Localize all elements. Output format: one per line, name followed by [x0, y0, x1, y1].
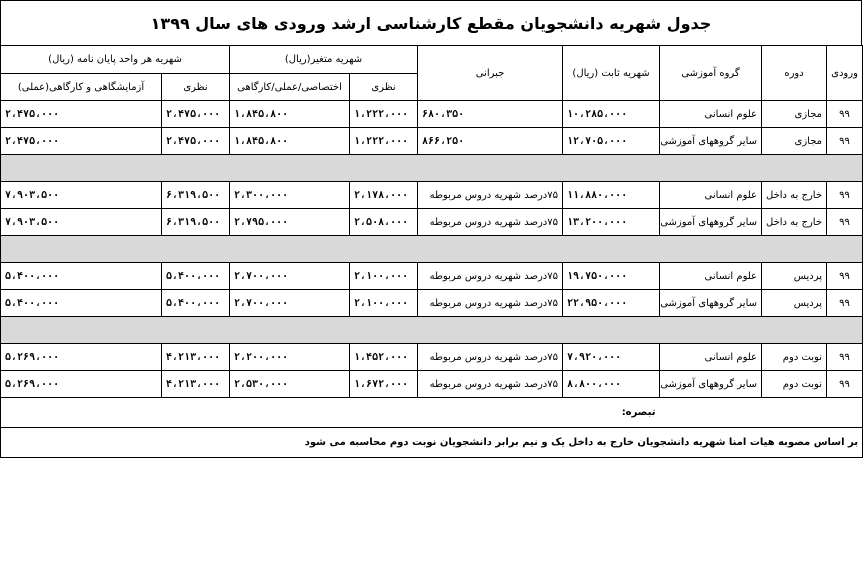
table-row: [1, 263, 863, 290]
remark-row: [1, 428, 863, 458]
course-cell: نوبت دوم: [762, 344, 827, 371]
compensatory-cell: ۷۵درصد شهریه دروس مربوطه: [418, 209, 563, 236]
table-row: [1, 209, 863, 236]
course-cell: مجازی: [762, 101, 827, 128]
header-variable-theory: نظری: [350, 74, 418, 101]
course-cell: خارج به داخل: [762, 182, 827, 209]
thesis-theory-cell: ۲،۴۷۵،۰۰۰: [162, 101, 230, 128]
thesis-theory-cell: ۵،۴۰۰،۰۰۰: [162, 263, 230, 290]
table-row: [1, 290, 863, 317]
thesis-lab-cell: ۵،۲۶۹،۰۰۰: [1, 344, 162, 371]
separator-cell: [1, 317, 863, 344]
table-row: [1, 101, 863, 128]
course-cell: نوبت دوم: [762, 371, 827, 398]
header-compensatory: جبرانی: [418, 46, 563, 101]
compensatory-cell: ۷۵درصد شهریه دروس مربوطه: [418, 290, 563, 317]
group-cell: سایر گروههای آموزشی: [660, 209, 762, 236]
header-fixed: شهریه ثابت (ریال): [563, 46, 660, 101]
group-cell: علوم انسانی: [660, 263, 762, 290]
variable-special-cell: ۱،۸۴۵،۸۰۰: [230, 101, 350, 128]
variable-special-cell: ۲،۷۰۰،۰۰۰: [230, 263, 350, 290]
fixed-cell: ۱۹،۷۵۰،۰۰۰: [563, 263, 660, 290]
thesis-lab-cell: ۲،۴۷۵،۰۰۰: [1, 128, 162, 155]
compensatory-cell: ۷۵درصد شهریه دروس مربوطه: [418, 344, 563, 371]
variable-theory-cell: ۲،۱۰۰،۰۰۰: [350, 263, 418, 290]
entry-cell: ۹۹: [827, 128, 863, 155]
compensatory-cell: ۸۶۶،۲۵۰: [418, 128, 563, 155]
fixed-cell: ۱۲،۷۰۵،۰۰۰: [563, 128, 660, 155]
group-cell: علوم انسانی: [660, 344, 762, 371]
note-label-cell: [660, 398, 863, 428]
course-cell: پردیس: [762, 290, 827, 317]
variable-theory-cell: ۲،۵۰۸،۰۰۰: [350, 209, 418, 236]
thesis-theory-cell: ۶،۳۱۹،۵۰۰: [162, 182, 230, 209]
variable-special-cell: ۲،۲۰۰،۰۰۰: [230, 344, 350, 371]
thesis-lab-cell: ۷،۹۰۳،۵۰۰: [1, 209, 162, 236]
compensatory-cell: ۷۵درصد شهریه دروس مربوطه: [418, 263, 563, 290]
header-variable-special: اختصاصی/عملی/کارگاهی: [230, 74, 350, 101]
thesis-lab-cell: ۵،۲۶۹،۰۰۰: [1, 371, 162, 398]
table-row: [1, 182, 863, 209]
entry-cell: ۹۹: [827, 101, 863, 128]
header-group: گروه آموزشی: [660, 46, 762, 101]
thesis-lab-cell: ۵،۴۰۰،۰۰۰: [1, 263, 162, 290]
compensatory-cell: ۶۸۰،۳۵۰: [418, 101, 563, 128]
table-row: [1, 344, 863, 371]
table-row: [1, 371, 863, 398]
thesis-theory-cell: ۵،۴۰۰،۰۰۰: [162, 290, 230, 317]
thesis-theory-cell: ۴،۲۱۳،۰۰۰: [162, 344, 230, 371]
page-title: جدول شهریه دانشجویان مقطع کارشناسی ارشد ورودی های سال ۱۳۹۹: [150, 13, 712, 33]
entry-cell: ۹۹: [827, 263, 863, 290]
variable-theory-cell: ۲،۱۰۰،۰۰۰: [350, 290, 418, 317]
variable-theory-cell: ۱،۲۲۲،۰۰۰: [350, 128, 418, 155]
tuition-table: [0, 45, 863, 458]
header-row-1: [1, 46, 863, 74]
separator-row: [1, 236, 863, 263]
variable-special-cell: ۲،۷۹۵،۰۰۰: [230, 209, 350, 236]
thesis-theory-cell: ۲،۴۷۵،۰۰۰: [162, 128, 230, 155]
thesis-theory-cell: ۴،۲۱۳،۰۰۰: [162, 371, 230, 398]
variable-theory-cell: ۱،۴۵۲،۰۰۰: [350, 344, 418, 371]
separator-row: [1, 155, 863, 182]
variable-special-cell: ۲،۳۰۰،۰۰۰: [230, 182, 350, 209]
header-variable: شهریه متغیر(ریال): [230, 46, 418, 74]
thesis-theory-cell: ۶،۳۱۹،۵۰۰: [162, 209, 230, 236]
entry-cell: ۹۹: [827, 344, 863, 371]
fixed-cell: ۱۱،۸۸۰،۰۰۰: [563, 182, 660, 209]
group-cell: سایر گروههای آموزشی: [660, 290, 762, 317]
fixed-cell: ۱۰،۲۸۵،۰۰۰: [563, 101, 660, 128]
entry-cell: ۹۹: [827, 290, 863, 317]
compensatory-cell: ۷۵درصد شهریه دروس مربوطه: [418, 182, 563, 209]
thesis-lab-cell: ۲،۴۷۵،۰۰۰: [1, 101, 162, 128]
course-cell: پردیس: [762, 263, 827, 290]
note-row: [1, 398, 863, 428]
compensatory-cell: ۷۵درصد شهریه دروس مربوطه: [418, 371, 563, 398]
entry-cell: ۹۹: [827, 209, 863, 236]
fixed-cell: ۸،۸۰۰،۰۰۰: [563, 371, 660, 398]
variable-theory-cell: ۱،۶۷۲،۰۰۰: [350, 371, 418, 398]
table-row: [1, 128, 863, 155]
title-row: [0, 0, 862, 45]
thesis-lab-cell: ۷،۹۰۳،۵۰۰: [1, 182, 162, 209]
remark-text: بر اساس مصوبه هیات امنا شهریه دانشجویان خارج به داخل یک و نیم برابر دانشجویان نوبت دوم محاسبه می شود: [1, 428, 863, 458]
course-cell: خارج به داخل: [762, 209, 827, 236]
fixed-cell: ۷،۹۲۰،۰۰۰: [563, 344, 660, 371]
separator-cell: [1, 236, 863, 263]
group-cell: سایر گروههای آموزشی: [660, 128, 762, 155]
variable-special-cell: ۱،۸۴۵،۸۰۰: [230, 128, 350, 155]
course-cell: مجازی: [762, 128, 827, 155]
header-thesis: شهریه هر واحد پایان نامه (ریال): [1, 46, 230, 74]
entry-cell: ۹۹: [827, 371, 863, 398]
thesis-lab-cell: ۵،۴۰۰،۰۰۰: [1, 290, 162, 317]
variable-special-cell: ۲،۵۳۰،۰۰۰: [230, 371, 350, 398]
note-label: تبصره:: [1, 398, 660, 428]
header-thesis-theory: نظری: [162, 74, 230, 101]
header-thesis-lab: آزمایشگاهی و کارگاهی(عملی): [1, 74, 162, 101]
header-course: دوره: [762, 46, 827, 101]
variable-theory-cell: ۱،۲۲۲،۰۰۰: [350, 101, 418, 128]
separator-row: [1, 317, 863, 344]
group-cell: علوم انسانی: [660, 182, 762, 209]
entry-cell: ۹۹: [827, 182, 863, 209]
group-cell: علوم انسانی: [660, 101, 762, 128]
variable-special-cell: ۲،۷۰۰،۰۰۰: [230, 290, 350, 317]
group-cell: سایر گروههای آموزشی: [660, 371, 762, 398]
header-entry: ورودی: [827, 46, 863, 101]
separator-cell: [1, 155, 863, 182]
variable-theory-cell: ۲،۱۷۸،۰۰۰: [350, 182, 418, 209]
fixed-cell: ۲۲،۹۵۰،۰۰۰: [563, 290, 660, 317]
fixed-cell: ۱۳،۲۰۰،۰۰۰: [563, 209, 660, 236]
